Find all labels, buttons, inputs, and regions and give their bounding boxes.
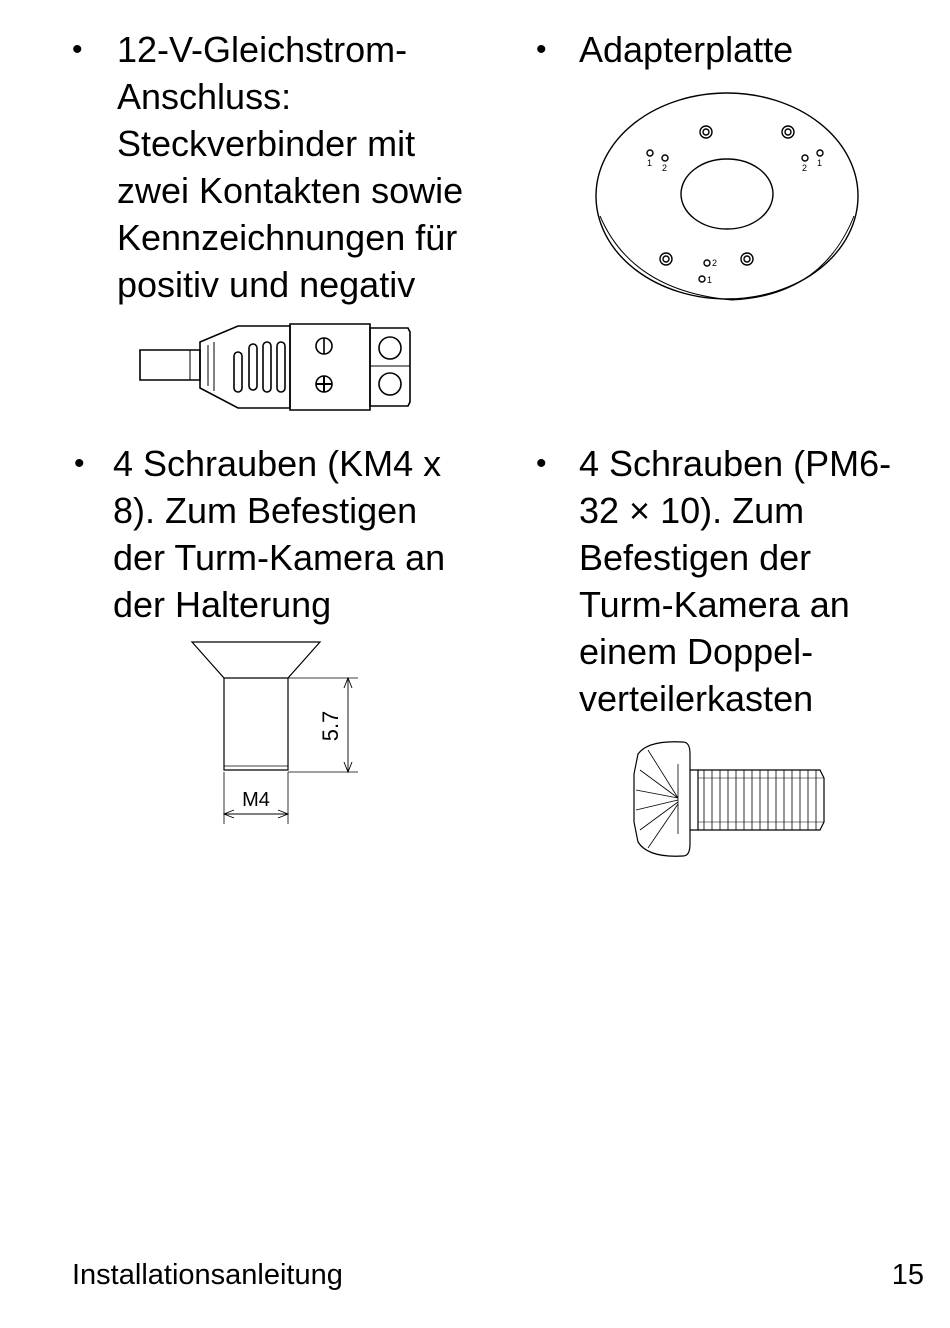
page-number: 15: [891, 1259, 924, 1291]
bullet: •: [536, 33, 547, 66]
plate-label-2: 2: [712, 258, 718, 268]
bullet: •: [72, 33, 83, 66]
footer-title: Installationsanleitung: [72, 1259, 343, 1291]
plate-label-1: 1: [707, 275, 713, 285]
item-text-km4-screws: 4 Schrauben (KM4 x 8). Zum Befestigen der Turm-Kamera an der Halterung: [113, 443, 446, 625]
item-text-pm6-screws: 4 Schrauben (PM6- 32 × 10). Zum Befestigen der Turm-Kamera an einem Doppel- verteilerkasten: [579, 443, 892, 719]
dimension-diameter-label: M4: [242, 789, 270, 811]
pm6-screw-drawing: [628, 734, 828, 864]
plate-label-2: 2: [802, 163, 808, 173]
dc-connector-illustration: [138, 318, 428, 418]
adapter-plate-illustration: [592, 86, 862, 306]
item-text-adapter-plate: Adapterplatte: [579, 29, 794, 70]
km4-screw-drawing: [188, 638, 368, 838]
bullet: •: [74, 447, 85, 480]
plate-label-1: 1: [647, 158, 653, 168]
list-item-km4-screws: [74, 440, 494, 628]
item-text-dc-connector: 12-V-Gleichstrom- Anschluss: Steckverbinder mit zwei Kontakten sowie Kennzeichnungen für positiv und negativ: [117, 29, 464, 305]
dimension-length-label: 5.7: [318, 710, 343, 742]
bullet: •: [536, 447, 547, 480]
list-item-adapter-plate: [536, 26, 916, 73]
plate-label-2: 2: [662, 163, 668, 173]
list-item-pm6-screws: [536, 440, 916, 722]
list-item-dc-connector: [72, 26, 492, 308]
plate-label-1: 1: [817, 158, 823, 168]
